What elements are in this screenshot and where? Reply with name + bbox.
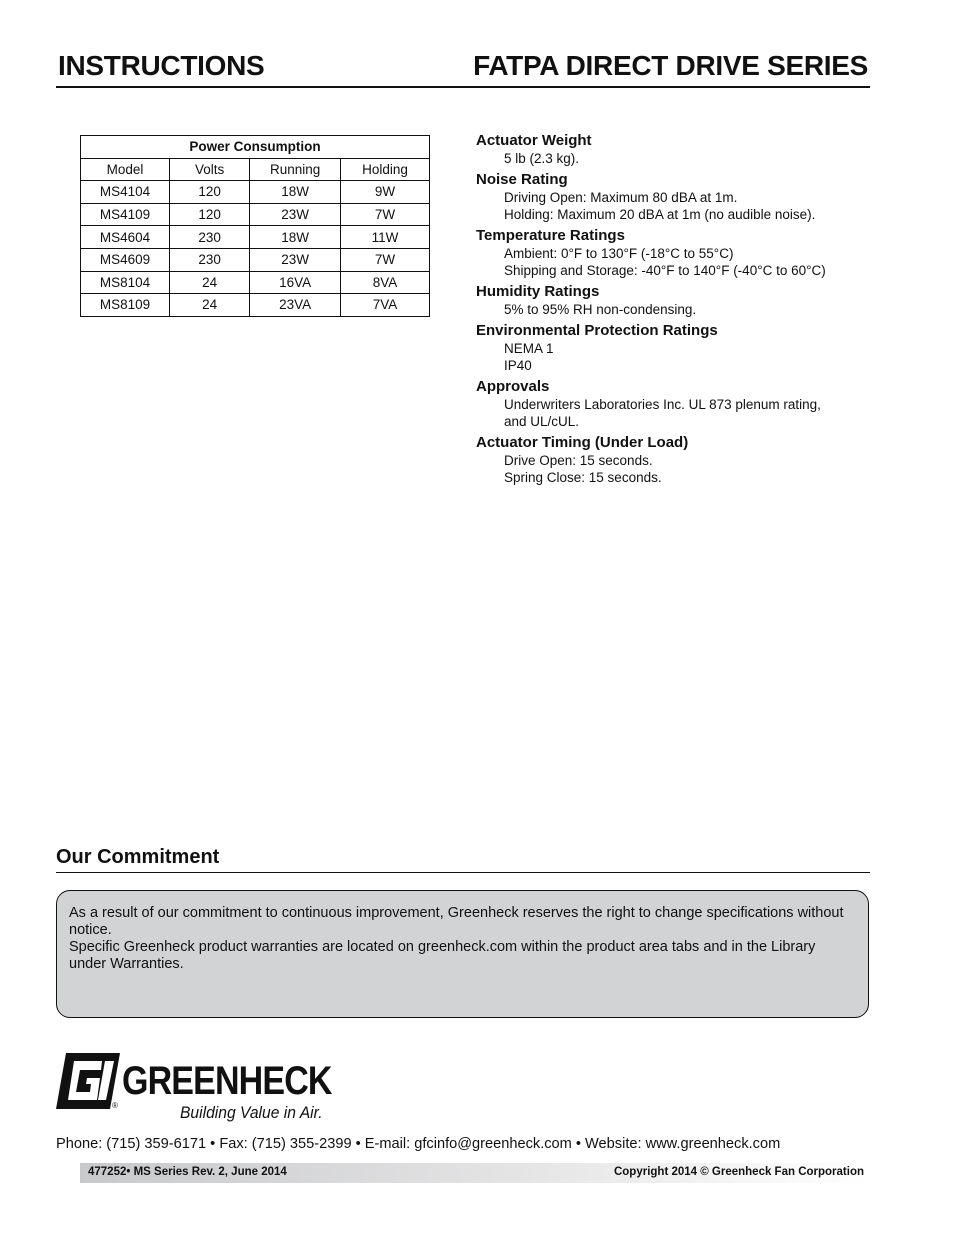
col-holding: Holding bbox=[340, 158, 429, 181]
spec-approvals bbox=[476, 378, 866, 430]
spec-actuator-weight bbox=[476, 132, 866, 167]
spec-noise-rating bbox=[476, 171, 866, 223]
table-row bbox=[81, 271, 430, 294]
greenheck-logo bbox=[56, 1053, 356, 1127]
table-row bbox=[81, 248, 430, 271]
cell-volts: 230 bbox=[169, 248, 249, 271]
cell-running: 23VA bbox=[250, 294, 341, 317]
cell-model: MS4609 bbox=[81, 248, 170, 271]
greenheck-g-mark-icon bbox=[56, 1053, 120, 1109]
spec-line: Ambient: 0°F to 130°F (-18°C to 55°C) bbox=[504, 246, 734, 261]
table-header-row bbox=[81, 158, 430, 181]
cell-running: 16VA bbox=[250, 271, 341, 294]
logo-wordmark: GREENHECK bbox=[122, 1059, 332, 1103]
spec-title: Noise Rating bbox=[476, 171, 568, 188]
logo-tagline: Building Value in Air. bbox=[180, 1103, 323, 1122]
spec-line: Drive Open: 15 seconds. bbox=[504, 453, 653, 468]
cell-model: MS4109 bbox=[81, 203, 170, 226]
spec-actuator-timing bbox=[476, 434, 866, 486]
table-row bbox=[81, 181, 430, 204]
spec-line: Shipping and Storage: -40°F to 140°F (-40°C to 60°C) bbox=[504, 263, 826, 278]
cell-volts: 120 bbox=[169, 203, 249, 226]
spec-line: Underwriters Laboratories Inc. UL 873 plenum rating, bbox=[504, 397, 821, 412]
spec-line: Spring Close: 15 seconds. bbox=[504, 470, 662, 485]
spec-title: Humidity Ratings bbox=[476, 283, 600, 300]
cell-model: MS4604 bbox=[81, 226, 170, 249]
cell-running: 23W bbox=[250, 203, 341, 226]
table-row bbox=[81, 294, 430, 317]
cell-volts: 24 bbox=[169, 294, 249, 317]
cell-holding: 8VA bbox=[340, 271, 429, 294]
cell-volts: 230 bbox=[169, 226, 249, 249]
cell-model: MS8104 bbox=[81, 271, 170, 294]
spec-line: IP40 bbox=[504, 358, 532, 373]
spec-environmental-protection bbox=[476, 322, 866, 374]
specifications bbox=[476, 132, 866, 490]
table-row bbox=[81, 203, 430, 226]
document-revision: 477252• MS Series Rev. 2, June 2014 bbox=[88, 1166, 287, 1178]
col-running: Running bbox=[250, 158, 341, 181]
power-consumption-table bbox=[80, 135, 430, 317]
contact-info: Phone: (715) 359-6171 • Fax: (715) 355-2399 • E-mail: gfcinfo@greenheck.com • Website: www.greenheck.com bbox=[56, 1136, 781, 1152]
spec-title: Approvals bbox=[476, 378, 550, 395]
spec-title: Actuator Weight bbox=[476, 132, 592, 149]
commitment-heading: Our Commitment bbox=[56, 846, 220, 868]
col-volts: Volts bbox=[169, 158, 249, 181]
cell-running: 23W bbox=[250, 248, 341, 271]
spec-line: 5 lb (2.3 kg). bbox=[504, 151, 580, 166]
commitment-divider bbox=[56, 872, 870, 873]
instructions-title: INSTRUCTIONS bbox=[58, 50, 265, 81]
spec-line: NEMA 1 bbox=[504, 341, 554, 356]
cell-running: 18W bbox=[250, 181, 341, 204]
series-title: FATPA DIRECT DRIVE SERIES bbox=[473, 50, 868, 81]
spec-line: Holding: Maximum 20 dBA at 1m (no audible noise). bbox=[504, 207, 816, 222]
col-model: Model bbox=[81, 158, 170, 181]
cell-holding: 11W bbox=[340, 226, 429, 249]
table-row bbox=[81, 226, 430, 249]
spec-humidity-ratings bbox=[476, 283, 866, 318]
cell-volts: 24 bbox=[169, 271, 249, 294]
commitment-text-1: As a result of our commitment to continuous improvement, Greenheck reserves the right to change specifications without notice. bbox=[69, 905, 844, 938]
cell-running: 18W bbox=[250, 226, 341, 249]
cell-model: MS8109 bbox=[81, 294, 170, 317]
page-header bbox=[56, 50, 870, 88]
cell-holding: 7VA bbox=[340, 294, 429, 317]
copyright: Copyright 2014 © Greenheck Fan Corporation bbox=[613, 1166, 864, 1178]
spec-line: and UL/cUL. bbox=[504, 414, 580, 429]
cell-holding: 7W bbox=[340, 248, 429, 271]
commitment-box bbox=[56, 890, 869, 1018]
footer-bar bbox=[80, 1163, 870, 1183]
cell-holding: 7W bbox=[340, 203, 429, 226]
table-title: Power Consumption bbox=[81, 136, 430, 159]
cell-model: MS4104 bbox=[81, 181, 170, 204]
cell-volts: 120 bbox=[169, 181, 249, 204]
registered-mark: ® bbox=[112, 1101, 118, 1110]
spec-line: Driving Open: Maximum 80 dBA at 1m. bbox=[504, 190, 738, 205]
spec-title: Temperature Ratings bbox=[476, 227, 625, 244]
cell-holding: 9W bbox=[340, 181, 429, 204]
spec-line: 5% to 95% RH non-condensing. bbox=[504, 302, 697, 317]
commitment-text-2: Specific Greenheck product warranties are located on greenheck.com within the product area tabs and in the Library under Warranties. bbox=[69, 939, 816, 972]
spec-title: Environmental Protection Ratings bbox=[476, 322, 718, 339]
spec-title: Actuator Timing (Under Load) bbox=[476, 434, 689, 451]
spec-temperature-ratings bbox=[476, 227, 866, 279]
